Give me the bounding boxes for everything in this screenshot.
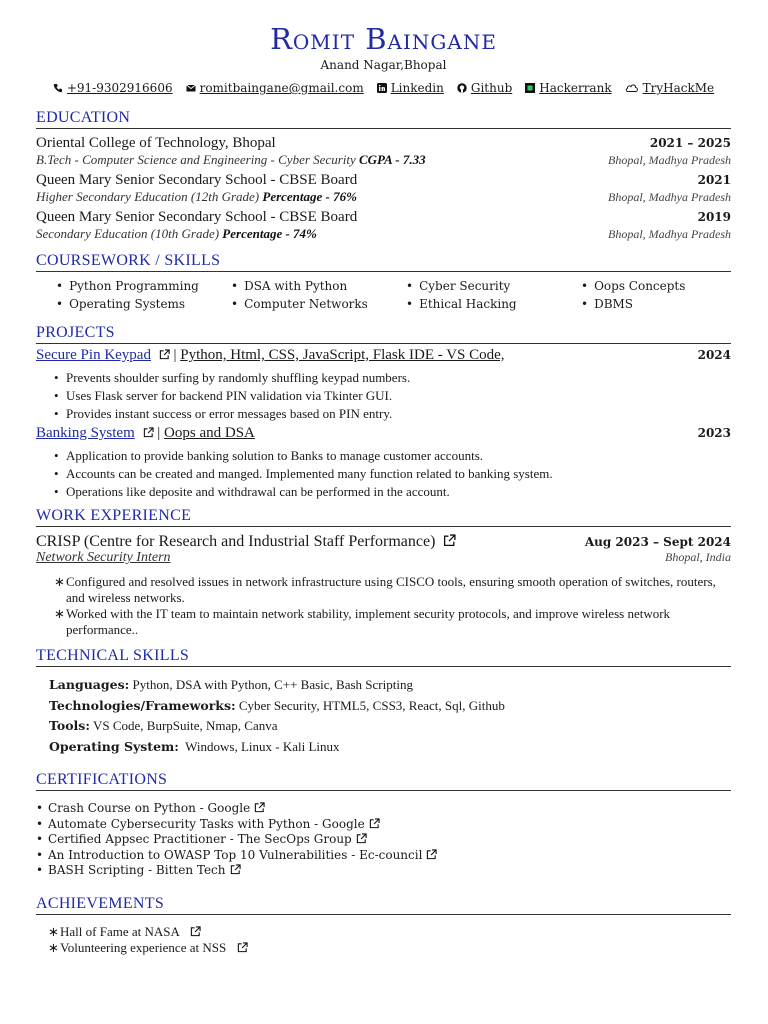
list-item: • Provides instant success or error messages based on PIN entry. xyxy=(54,405,734,423)
tech-value: Python, DSA with Python, C++ Basic, Bash Scripting xyxy=(132,677,413,692)
edu-score: Percentage - 74% xyxy=(222,226,317,241)
list-item: • Automate Cybersecurity Tasks with Python - Google xyxy=(36,817,437,833)
edu-degree: Higher Secondary Education (12th Grade) xyxy=(36,189,260,204)
technical-section xyxy=(36,647,731,667)
projects-section xyxy=(36,324,731,344)
list-item: • An Introduction to OWASP Top 10 Vulnerabilities - Ec-council xyxy=(36,848,437,864)
projects-heading: PROJECTS xyxy=(36,324,731,344)
coursework-section xyxy=(36,252,731,272)
coursework-item: • Python Programming xyxy=(56,279,231,293)
list-item: • Certified Appsec Practitioner - The SecOps Group xyxy=(36,832,437,848)
list-item: • Uses Flask server for backend PIN validation via Tkinter GUI. xyxy=(54,387,734,405)
external-link-icon[interactable] xyxy=(143,427,154,438)
list-item: ∗ Worked with the IT team to maintain network stability, implement security protocols, and improve wireless network performance.. xyxy=(54,606,734,638)
edu-row-1-detail xyxy=(36,152,731,168)
tech-value: Windows, Linux - Kali Linux xyxy=(185,738,340,754)
work-heading: WORK EXPERIENCE xyxy=(36,507,731,527)
contact-phone[interactable] xyxy=(53,81,173,95)
work-dates: Aug 2023 – Sept 2024 xyxy=(584,535,731,549)
coursework-item: • Operating Systems xyxy=(56,297,231,311)
work-bullets xyxy=(54,574,734,638)
tech-label: Tools: xyxy=(49,718,90,733)
edu-institution: Oriental College of Technology, Bhopal xyxy=(36,135,276,151)
list-item: ∗ Configured and resolved issues in network infrastructure using CISCO tools, ensuring smooth operation of switches, routers, and wireless networks. xyxy=(54,574,734,606)
edu-location: Bhopal, Madhya Pradesh xyxy=(608,227,731,241)
coursework-grid xyxy=(56,279,736,311)
list-item: ∗ Volunteering experience at NSS xyxy=(48,940,728,956)
external-link-icon[interactable] xyxy=(443,534,456,547)
tech-row xyxy=(49,716,505,737)
achievements-list xyxy=(48,924,728,956)
external-link-icon[interactable] xyxy=(237,942,248,953)
achievements-heading: ACHIEVEMENTS xyxy=(36,895,731,915)
envelope-icon xyxy=(186,83,196,93)
contact-bar xyxy=(36,81,731,95)
tech-row xyxy=(49,675,505,696)
hackerrank-link[interactable]: Hackerrank xyxy=(539,81,612,95)
coursework-item: • Cyber Security xyxy=(406,279,581,293)
edu-row-3-detail xyxy=(36,226,731,242)
project-stack: Python, Html, CSS, JavaScript, Flask IDE - VS Code, xyxy=(180,347,505,363)
list-item: • BASH Scripting - Bitten Tech xyxy=(36,863,437,879)
project-year: 2023 xyxy=(697,426,731,440)
work-header xyxy=(36,533,731,551)
edu-dates: 2021 – 2025 xyxy=(649,136,731,150)
tech-row xyxy=(49,696,505,717)
project-name-link[interactable]: Banking System xyxy=(36,425,135,441)
coursework-heading: COURSEWORK / SKILLS xyxy=(36,252,731,272)
external-link-icon[interactable] xyxy=(356,833,367,844)
github-icon xyxy=(457,83,467,93)
tryhackme-link[interactable]: TryHackMe xyxy=(642,81,715,95)
coursework-item: • Oops Concepts xyxy=(581,279,736,293)
tech-row xyxy=(49,737,505,758)
edu-dates: 2019 xyxy=(697,210,731,224)
coursework-item: • DBMS xyxy=(581,297,736,311)
coursework-item: • Ethical Hacking xyxy=(406,297,581,311)
work-section xyxy=(36,507,731,527)
external-link-icon[interactable] xyxy=(426,849,437,860)
resume-page xyxy=(36,0,731,1024)
tech-value: VS Code, BurpSuite, Nmap, Canva xyxy=(92,718,278,733)
candidate-name: Romit Baingane xyxy=(270,22,497,56)
phone-icon xyxy=(53,83,63,93)
certifications-section xyxy=(36,771,731,791)
list-item: • Prevents shoulder surfing by randomly shuffling keypad numbers. xyxy=(54,369,734,387)
work-role: Network Security Intern xyxy=(36,550,171,565)
edu-dates: 2021 xyxy=(697,173,731,187)
edu-row-3 xyxy=(36,209,731,226)
coursework-item: • Computer Networks xyxy=(231,297,406,311)
address: Anand Nagar,Bhopal xyxy=(320,58,447,72)
project-1-header: Secure Pin Keypad | Python, Html, CSS, JavaScript, Flask IDE - VS Code, 2024 xyxy=(36,347,731,363)
contact-tryhackme[interactable] xyxy=(625,81,715,95)
edu-institution: Queen Mary Senior Secondary School - CBSE Board xyxy=(36,172,358,188)
edu-institution: Queen Mary Senior Secondary School - CBSE Board xyxy=(36,209,358,225)
edu-row-1 xyxy=(36,135,731,152)
external-link-icon[interactable] xyxy=(230,864,241,875)
contact-email[interactable] xyxy=(186,81,364,95)
edu-location: Bhopal, Madhya Pradesh xyxy=(608,153,731,167)
external-link-icon[interactable] xyxy=(369,818,380,829)
coursework-item: • DSA with Python xyxy=(231,279,406,293)
edu-degree: Secondary Education (10th Grade) xyxy=(36,226,220,241)
project-2-header: Banking System | Oops and DSA 2023 xyxy=(36,425,731,441)
list-item: • Crash Course on Python - Google xyxy=(36,801,437,817)
tech-label: Languages: xyxy=(49,677,130,692)
edu-row-2 xyxy=(36,172,731,189)
technical-list xyxy=(49,675,505,757)
github-link[interactable]: Github xyxy=(470,81,513,95)
tech-value: Cyber Security, HTML5, CSS3, React, Sql, Github xyxy=(238,697,505,713)
project-1-bullets xyxy=(54,369,734,423)
edu-location: Bhopal, Madhya Pradesh xyxy=(608,190,731,204)
external-link-icon[interactable] xyxy=(254,802,265,813)
email-link[interactable]: romitbaingane@gmail.com xyxy=(199,81,364,95)
linkedin-icon xyxy=(377,83,387,93)
tech-label: Operating System: xyxy=(49,738,179,754)
edu-score: CGPA - 7.33 xyxy=(359,152,426,167)
external-link-icon[interactable] xyxy=(159,349,170,360)
work-location: Bhopal, India xyxy=(665,550,731,564)
list-item: • Accounts can be created and manged. Implemented many function related to banking system. xyxy=(54,465,734,483)
certifications-list xyxy=(36,801,437,879)
edu-score: Percentage - 76% xyxy=(262,189,357,204)
achievements-section xyxy=(36,895,731,915)
contact-github[interactable] xyxy=(457,81,512,95)
tech-label: Technologies/Frameworks: xyxy=(49,697,236,713)
edu-degree: B.Tech - Computer Science and Engineering - Cyber Security xyxy=(36,152,356,167)
project-year: 2024 xyxy=(697,348,731,362)
education-section xyxy=(36,109,731,129)
list-item: ∗ Hall of Fame at NASA xyxy=(48,924,728,940)
work-role-row xyxy=(36,550,731,566)
external-link-icon[interactable] xyxy=(190,926,201,937)
list-item: • Application to provide banking solution to Banks to manage customer accounts. xyxy=(54,447,734,465)
work-org: CRISP (Centre for Research and Industrial Staff Performance) xyxy=(36,533,436,550)
project-2-bullets xyxy=(54,447,734,501)
technical-heading: TECHNICAL SKILLS xyxy=(36,647,731,667)
list-item: • Operations like deposite and withdrawal can be performed in the account. xyxy=(54,483,734,501)
contact-linkedin[interactable] xyxy=(377,81,444,95)
cloud-icon xyxy=(625,83,639,93)
phone-link[interactable]: +91-9302916606 xyxy=(66,81,173,95)
linkedin-link[interactable]: Linkedin xyxy=(390,81,444,95)
education-heading: EDUCATION xyxy=(36,109,731,129)
hackerrank-icon xyxy=(525,83,535,93)
project-stack: Oops and DSA xyxy=(164,425,255,441)
contact-hackerrank[interactable] xyxy=(525,81,611,95)
project-name-link[interactable]: Secure Pin Keypad xyxy=(36,347,151,363)
certifications-heading: CERTIFICATIONS xyxy=(36,771,731,791)
edu-row-2-detail xyxy=(36,189,731,205)
